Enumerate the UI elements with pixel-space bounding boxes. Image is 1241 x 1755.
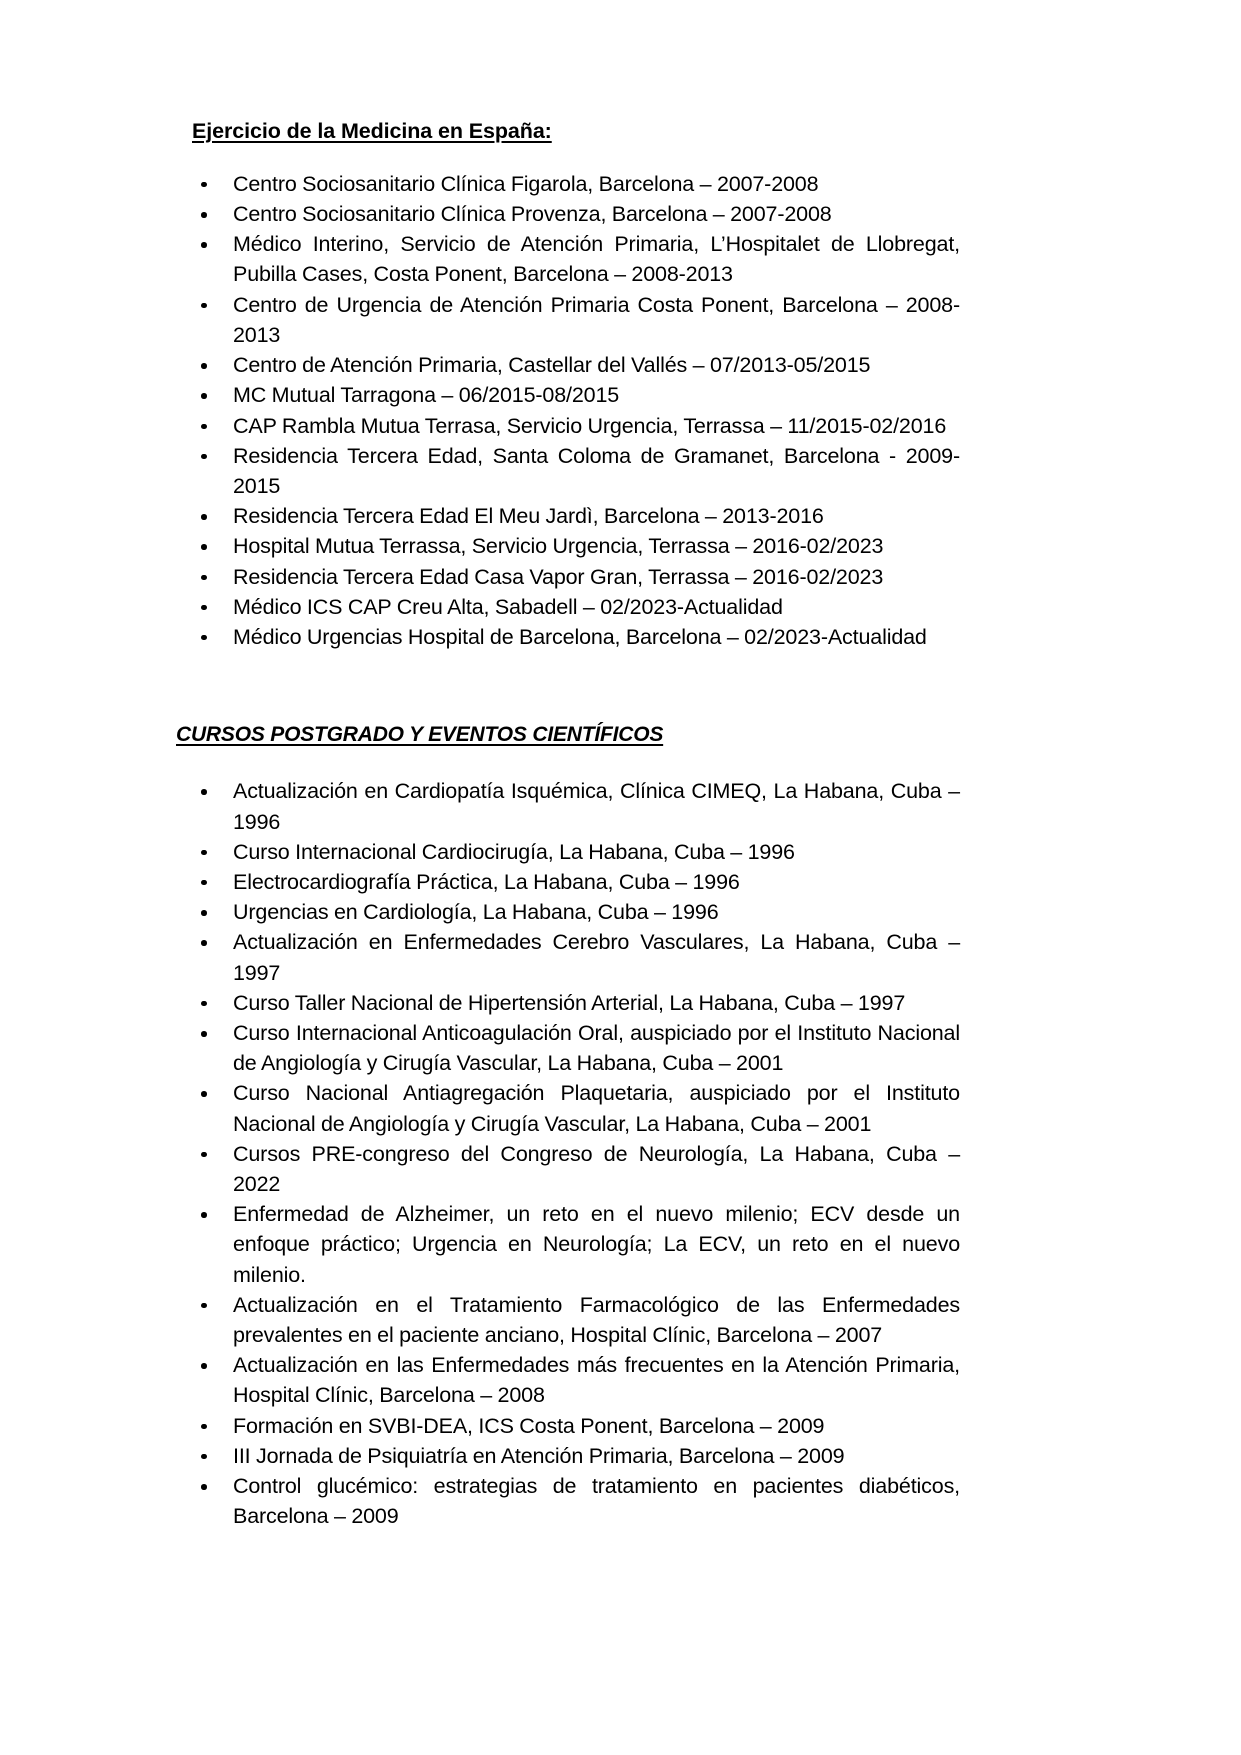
list-item-text: Residencia Tercera Edad, Santa Coloma de Gramanet, Barcelona - 2009-2015 — [233, 443, 960, 498]
list-item-text: Actualización en Enfermedades Cerebro Vasculares, La Habana, Cuba – 1997 — [233, 930, 960, 985]
list-item — [190, 867, 960, 897]
spacer — [190, 748, 960, 776]
list-item — [190, 988, 960, 1018]
list-item-text: Médico Interino, Servicio de Atención Primaria, L’Hospitalet de Llobregat, Pubilla Cases, Costa Ponent, Barcelona – 2008-2013 — [233, 232, 960, 287]
list-item — [190, 531, 960, 561]
list-item — [190, 290, 960, 350]
list-item — [190, 441, 960, 501]
list-item-text: Actualización en el Tratamiento Farmacológico de las Enfermedades prevalentes en el paciente anciano, Hospital Clínic, Barcelona – 2007 — [233, 1292, 960, 1348]
list-item — [190, 1290, 960, 1350]
list-item — [190, 562, 960, 592]
list-item-text: Curso Internacional Anticoagulación Oral, auspiciado por el Instituto Nacional de Angiología y Cirugía Vascular, La Habana, Cuba – 2001 — [233, 1021, 960, 1076]
list-item — [190, 1350, 960, 1410]
list-item — [190, 199, 960, 229]
list-cursos-postgrado — [190, 776, 960, 1531]
list-item-text: Curso Internacional Cardiocirugía, La Habana, Cuba – 1996 — [233, 839, 795, 864]
list-item — [190, 1471, 960, 1531]
list-item-text: Médico Urgencias Hospital de Barcelona, Barcelona – 02/2023-Actualidad — [233, 624, 927, 649]
list-item-text: Enfermedad de Alzheimer, un reto en el nuevo milenio; ECV desde un enfoque práctico; Urgencia en Neurología; La ECV, un reto en el nuevo milenio. — [233, 1202, 960, 1287]
list-item — [190, 229, 960, 289]
list-item-text: Curso Taller Nacional de Hipertensión Arterial, La Habana, Cuba – 1997 — [233, 990, 906, 1015]
list-item — [190, 1441, 960, 1471]
list-item — [190, 592, 960, 622]
list-item-text: Centro Sociosanitario Clínica Figarola, Barcelona – 2007-2008 — [233, 171, 819, 196]
list-item-text: Residencia Tercera Edad El Meu Jardì, Barcelona – 2013-2016 — [233, 504, 824, 529]
list-item — [190, 1018, 960, 1078]
list-ejercicio-medicina — [190, 169, 960, 652]
list-item-text: Electrocardiografía Práctica, La Habana, Cuba – 1996 — [233, 869, 740, 894]
list-item — [190, 411, 960, 441]
list-item-text: Formación en SVBI-DEA, ICS Costa Ponent, Barcelona – 2009 — [233, 1413, 825, 1438]
list-item-text: Actualización en Cardiopatía Isquémica, Clínica CIMEQ, La Habana, Cuba – 1996 — [233, 779, 960, 834]
list-item — [190, 501, 960, 531]
list-item — [190, 776, 960, 836]
list-item — [190, 837, 960, 867]
list-item-text: Centro Sociosanitario Clínica Provenza, Barcelona – 2007-2008 — [233, 202, 832, 227]
document-content — [176, 118, 960, 1531]
list-item-text: Centro de Urgencia de Atención Primaria Costa Ponent, Barcelona – 2008-2013 — [233, 292, 960, 347]
list-item — [190, 927, 960, 987]
section-heading-ejercicio-medicina: Ejercicio de la Medicina en España: — [192, 119, 552, 143]
spacer — [190, 145, 960, 169]
section-ejercicio-medicina — [190, 118, 960, 652]
list-item-text: CAP Rambla Mutua Terrasa, Servicio Urgencia, Terrassa – 11/2015-02/2016 — [233, 413, 947, 438]
list-item-text: Médico ICS CAP Creu Alta, Sabadell – 02/2023-Actualidad — [233, 594, 783, 619]
list-item — [190, 169, 960, 199]
spacer — [190, 652, 960, 722]
list-item — [190, 1139, 960, 1199]
list-item-text: MC Mutual Tarragona – 06/2015-08/2015 — [233, 383, 620, 408]
list-item — [190, 1078, 960, 1138]
list-item-text: Curso Nacional Antiagregación Plaquetaria, auspiciado por el Instituto Nacional de Angiología y Cirugía Vascular, La Habana, Cuba – 2001 — [233, 1081, 960, 1136]
list-item-text: Urgencias en Cardiología, La Habana, Cuba – 1996 — [233, 900, 719, 925]
list-item — [190, 1199, 960, 1290]
list-item-text: Hospital Mutua Terrassa, Servicio Urgencia, Terrassa – 2016-02/2023 — [233, 534, 884, 559]
list-item-text: Actualización en las Enfermedades más frecuentes en la Atención Primaria, Hospital Clínic, Barcelona – 2008 — [233, 1353, 960, 1408]
list-item-text: Control glucémico: estrategias de tratamiento en pacientes diabéticos, Barcelona – 2009 — [233, 1474, 960, 1529]
list-item — [190, 1411, 960, 1441]
list-item-text: Centro de Atención Primaria, Castellar del Vallés – 07/2013-05/2015 — [233, 353, 871, 378]
list-item-text: III Jornada de Psiquiatría en Atención Primaria, Barcelona – 2009 — [233, 1443, 845, 1468]
list-item-text: Cursos PRE-congreso del Congreso de Neurología, La Habana, Cuba – 2022 — [233, 1141, 960, 1197]
list-item-text: Residencia Tercera Edad Casa Vapor Gran, Terrassa – 2016-02/2023 — [233, 564, 884, 589]
section-cursos-postgrado — [176, 722, 960, 1531]
list-item — [190, 622, 960, 652]
section-heading-cursos-postgrado: CURSOS POSTGRADO Y EVENTOS CIENTÍFICOS — [176, 723, 664, 747]
list-item — [190, 380, 960, 410]
list-item — [190, 897, 960, 927]
list-item — [190, 350, 960, 380]
